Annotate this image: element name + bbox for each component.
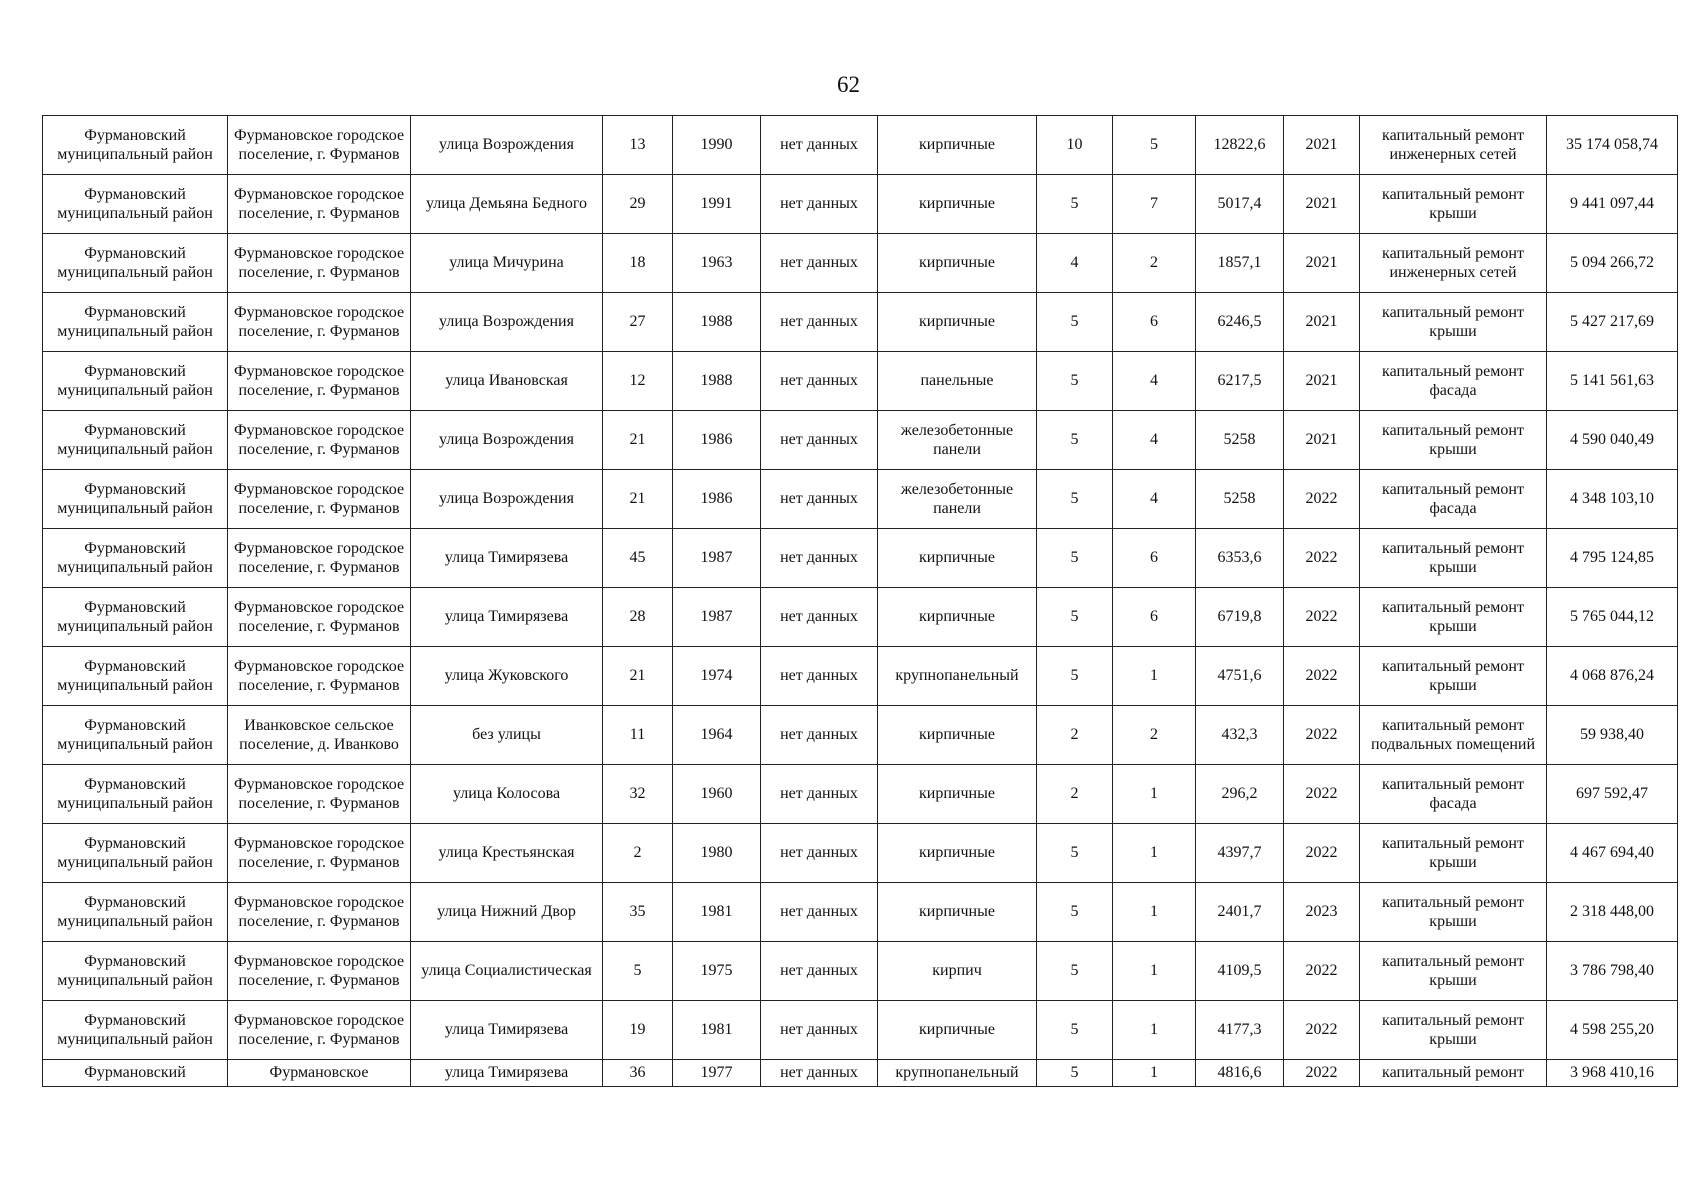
plan-year-cell: 2023: [1284, 883, 1360, 942]
street-cell: улица Нижний Двор: [411, 883, 603, 942]
floors-cell: 5: [1037, 883, 1113, 942]
floors-cell: 5: [1037, 1060, 1113, 1087]
table-row: [43, 588, 1678, 647]
work-type-cell: капитальный ремонт фасада: [1360, 470, 1547, 529]
street-cell: улица Тимирязева: [411, 529, 603, 588]
plan-year-cell: 2022: [1284, 706, 1360, 765]
status-cell: нет данных: [761, 529, 878, 588]
status-cell: нет данных: [761, 352, 878, 411]
build-year-cell: 1975: [673, 942, 761, 1001]
wall-material-cell: крупнопанельный: [878, 647, 1037, 706]
cost-cell: 5 141 561,63: [1547, 352, 1678, 411]
wall-material-cell: кирпичные: [878, 883, 1037, 942]
district-cell: Фурмановский муниципальный район: [43, 588, 228, 647]
wall-material-cell: крупнопанельный: [878, 1060, 1037, 1087]
work-type-cell: капитальный ремонт фасада: [1360, 352, 1547, 411]
area-cell: 5017,4: [1196, 175, 1284, 234]
area-cell: 4751,6: [1196, 647, 1284, 706]
district-cell: Фурмановский муниципальный район: [43, 706, 228, 765]
entrances-cell: 1: [1113, 883, 1196, 942]
area-cell: 1857,1: [1196, 234, 1284, 293]
plan-year-cell: 2022: [1284, 588, 1360, 647]
build-year-cell: 1981: [673, 1001, 761, 1060]
settlement-cell: Иванковское сельское поселение, д. Иванково: [228, 706, 411, 765]
build-year-cell: 1987: [673, 529, 761, 588]
status-cell: нет данных: [761, 942, 878, 1001]
table-row: [43, 411, 1678, 470]
build-year-cell: 1991: [673, 175, 761, 234]
floors-cell: 10: [1037, 116, 1113, 175]
street-cell: улица Возрождения: [411, 293, 603, 352]
cost-cell: 5 427 217,69: [1547, 293, 1678, 352]
wall-material-cell: кирпичные: [878, 234, 1037, 293]
district-cell: Фурмановский муниципальный район: [43, 883, 228, 942]
floors-cell: 5: [1037, 470, 1113, 529]
status-cell: нет данных: [761, 116, 878, 175]
table-row: [43, 706, 1678, 765]
plan-year-cell: 2022: [1284, 470, 1360, 529]
plan-year-cell: 2022: [1284, 765, 1360, 824]
area-cell: 4816,6: [1196, 1060, 1284, 1087]
cost-cell: 9 441 097,44: [1547, 175, 1678, 234]
street-cell: улица Тимирязева: [411, 1060, 603, 1087]
work-type-cell: капитальный ремонт крыши: [1360, 824, 1547, 883]
build-year-cell: 1960: [673, 765, 761, 824]
cost-cell: 2 318 448,00: [1547, 883, 1678, 942]
wall-material-cell: кирпич: [878, 942, 1037, 1001]
district-cell: Фурмановский муниципальный район: [43, 824, 228, 883]
house-number-cell: 27: [603, 293, 673, 352]
floors-cell: 5: [1037, 824, 1113, 883]
build-year-cell: 1981: [673, 883, 761, 942]
floors-cell: 5: [1037, 529, 1113, 588]
entrances-cell: 7: [1113, 175, 1196, 234]
cost-cell: 4 598 255,20: [1547, 1001, 1678, 1060]
work-type-cell: капитальный ремонт подвальных помещений: [1360, 706, 1547, 765]
build-year-cell: 1990: [673, 116, 761, 175]
build-year-cell: 1986: [673, 470, 761, 529]
build-year-cell: 1987: [673, 588, 761, 647]
district-cell: Фурмановский муниципальный район: [43, 352, 228, 411]
settlement-cell: Фурмановское городское поселение, г. Фурманов: [228, 647, 411, 706]
area-cell: 4397,7: [1196, 824, 1284, 883]
table-body: [43, 116, 1678, 1087]
floors-cell: 4: [1037, 234, 1113, 293]
settlement-cell: Фурмановское городское поселение, г. Фурманов: [228, 588, 411, 647]
entrances-cell: 4: [1113, 470, 1196, 529]
street-cell: улица Крестьянская: [411, 824, 603, 883]
settlement-cell: Фурмановское городское поселение, г. Фурманов: [228, 293, 411, 352]
area-cell: 2401,7: [1196, 883, 1284, 942]
floors-cell: 5: [1037, 588, 1113, 647]
floors-cell: 5: [1037, 352, 1113, 411]
table-row: [43, 234, 1678, 293]
work-type-cell: капитальный ремонт инженерных сетей: [1360, 234, 1547, 293]
cost-cell: 5 765 044,12: [1547, 588, 1678, 647]
cost-cell: 4 795 124,85: [1547, 529, 1678, 588]
status-cell: нет данных: [761, 175, 878, 234]
district-cell: Фурмановский муниципальный район: [43, 175, 228, 234]
house-number-cell: 12: [603, 352, 673, 411]
floors-cell: 5: [1037, 647, 1113, 706]
cost-cell: 4 068 876,24: [1547, 647, 1678, 706]
settlement-cell: Фурмановское: [228, 1060, 411, 1087]
entrances-cell: 1: [1113, 824, 1196, 883]
entrances-cell: 6: [1113, 588, 1196, 647]
settlement-cell: Фурмановское городское поселение, г. Фурманов: [228, 470, 411, 529]
house-number-cell: 19: [603, 1001, 673, 1060]
wall-material-cell: кирпичные: [878, 588, 1037, 647]
floors-cell: 2: [1037, 765, 1113, 824]
area-cell: 6353,6: [1196, 529, 1284, 588]
house-number-cell: 36: [603, 1060, 673, 1087]
entrances-cell: 2: [1113, 706, 1196, 765]
area-cell: 4109,5: [1196, 942, 1284, 1001]
street-cell: улица Ивановская: [411, 352, 603, 411]
wall-material-cell: кирпичные: [878, 706, 1037, 765]
settlement-cell: Фурмановское городское поселение, г. Фурманов: [228, 765, 411, 824]
entrances-cell: 4: [1113, 411, 1196, 470]
wall-material-cell: кирпичные: [878, 293, 1037, 352]
area-cell: 12822,6: [1196, 116, 1284, 175]
street-cell: улица Возрождения: [411, 116, 603, 175]
plan-year-cell: 2021: [1284, 411, 1360, 470]
build-year-cell: 1988: [673, 352, 761, 411]
plan-year-cell: 2021: [1284, 116, 1360, 175]
wall-material-cell: железобетонные панели: [878, 470, 1037, 529]
floors-cell: 5: [1037, 942, 1113, 1001]
district-cell: Фурмановский муниципальный район: [43, 942, 228, 1001]
wall-material-cell: панельные: [878, 352, 1037, 411]
plan-year-cell: 2022: [1284, 647, 1360, 706]
status-cell: нет данных: [761, 1001, 878, 1060]
status-cell: нет данных: [761, 883, 878, 942]
settlement-cell: Фурмановское городское поселение, г. Фурманов: [228, 352, 411, 411]
entrances-cell: 1: [1113, 942, 1196, 1001]
build-year-cell: 1974: [673, 647, 761, 706]
plan-year-cell: 2022: [1284, 1001, 1360, 1060]
settlement-cell: Фурмановское городское поселение, г. Фурманов: [228, 942, 411, 1001]
work-type-cell: капитальный ремонт крыши: [1360, 293, 1547, 352]
table-row: [43, 765, 1678, 824]
table-row: [43, 529, 1678, 588]
area-cell: 4177,3: [1196, 1001, 1284, 1060]
table-row: [43, 942, 1678, 1001]
settlement-cell: Фурмановское городское поселение, г. Фурманов: [228, 234, 411, 293]
status-cell: нет данных: [761, 647, 878, 706]
house-number-cell: 2: [603, 824, 673, 883]
entrances-cell: 5: [1113, 116, 1196, 175]
district-cell: Фурмановский муниципальный район: [43, 647, 228, 706]
area-cell: 6719,8: [1196, 588, 1284, 647]
plan-year-cell: 2022: [1284, 942, 1360, 1001]
table-row: [43, 470, 1678, 529]
wall-material-cell: кирпичные: [878, 1001, 1037, 1060]
street-cell: улица Тимирязева: [411, 1001, 603, 1060]
street-cell: улица Демьяна Бедного: [411, 175, 603, 234]
wall-material-cell: железобетонные панели: [878, 411, 1037, 470]
house-number-cell: 5: [603, 942, 673, 1001]
table-row: [43, 1001, 1678, 1060]
cost-cell: 697 592,47: [1547, 765, 1678, 824]
street-cell: без улицы: [411, 706, 603, 765]
area-cell: 6217,5: [1196, 352, 1284, 411]
settlement-cell: Фурмановское городское поселение, г. Фурманов: [228, 529, 411, 588]
plan-year-cell: 2021: [1284, 352, 1360, 411]
table-row: [43, 175, 1678, 234]
build-year-cell: 1980: [673, 824, 761, 883]
floors-cell: 5: [1037, 175, 1113, 234]
district-cell: Фурмановский муниципальный район: [43, 1001, 228, 1060]
district-cell: Фурмановский муниципальный район: [43, 293, 228, 352]
plan-year-cell: 2021: [1284, 293, 1360, 352]
street-cell: улица Тимирязева: [411, 588, 603, 647]
entrances-cell: 1: [1113, 647, 1196, 706]
settlement-cell: Фурмановское городское поселение, г. Фурманов: [228, 824, 411, 883]
house-number-cell: 13: [603, 116, 673, 175]
build-year-cell: 1986: [673, 411, 761, 470]
district-cell: Фурмановский муниципальный район: [43, 470, 228, 529]
house-number-cell: 45: [603, 529, 673, 588]
work-type-cell: капитальный ремонт крыши: [1360, 588, 1547, 647]
build-year-cell: 1964: [673, 706, 761, 765]
floors-cell: 5: [1037, 293, 1113, 352]
wall-material-cell: кирпичные: [878, 824, 1037, 883]
house-number-cell: 28: [603, 588, 673, 647]
street-cell: улица Возрождения: [411, 470, 603, 529]
house-number-cell: 11: [603, 706, 673, 765]
entrances-cell: 2: [1113, 234, 1196, 293]
house-number-cell: 21: [603, 647, 673, 706]
settlement-cell: Фурмановское городское поселение, г. Фурманов: [228, 411, 411, 470]
table-row: [43, 352, 1678, 411]
table-row: [43, 116, 1678, 175]
build-year-cell: 1963: [673, 234, 761, 293]
wall-material-cell: кирпичные: [878, 116, 1037, 175]
status-cell: нет данных: [761, 706, 878, 765]
street-cell: улица Социалистическая: [411, 942, 603, 1001]
work-type-cell: капитальный ремонт крыши: [1360, 529, 1547, 588]
plan-year-cell: 2022: [1284, 1060, 1360, 1087]
work-type-cell: капитальный ремонт: [1360, 1060, 1547, 1087]
work-type-cell: капитальный ремонт фасада: [1360, 765, 1547, 824]
house-number-cell: 21: [603, 411, 673, 470]
table-row: [43, 883, 1678, 942]
district-cell: Фурмановский муниципальный район: [43, 529, 228, 588]
build-year-cell: 1977: [673, 1060, 761, 1087]
floors-cell: 5: [1037, 411, 1113, 470]
entrances-cell: 4: [1113, 352, 1196, 411]
house-number-cell: 32: [603, 765, 673, 824]
plan-year-cell: 2021: [1284, 175, 1360, 234]
area-cell: 432,3: [1196, 706, 1284, 765]
cost-cell: 3 968 410,16: [1547, 1060, 1678, 1087]
status-cell: нет данных: [761, 470, 878, 529]
status-cell: нет данных: [761, 588, 878, 647]
entrances-cell: 1: [1113, 765, 1196, 824]
cost-cell: 35 174 058,74: [1547, 116, 1678, 175]
house-number-cell: 29: [603, 175, 673, 234]
wall-material-cell: кирпичные: [878, 529, 1037, 588]
status-cell: нет данных: [761, 293, 878, 352]
cost-cell: 4 590 040,49: [1547, 411, 1678, 470]
street-cell: улица Колосова: [411, 765, 603, 824]
settlement-cell: Фурмановское городское поселение, г. Фурманов: [228, 883, 411, 942]
status-cell: нет данных: [761, 824, 878, 883]
table-row: [43, 1060, 1678, 1087]
district-cell: Фурмановский муниципальный район: [43, 765, 228, 824]
entrances-cell: 6: [1113, 529, 1196, 588]
plan-year-cell: 2022: [1284, 824, 1360, 883]
cost-cell: 3 786 798,40: [1547, 942, 1678, 1001]
work-type-cell: капитальный ремонт крыши: [1360, 175, 1547, 234]
work-type-cell: капитальный ремонт крыши: [1360, 411, 1547, 470]
work-type-cell: капитальный ремонт крыши: [1360, 883, 1547, 942]
street-cell: улица Возрождения: [411, 411, 603, 470]
district-cell: Фурмановский: [43, 1060, 228, 1087]
plan-year-cell: 2021: [1284, 234, 1360, 293]
work-type-cell: капитальный ремонт крыши: [1360, 1001, 1547, 1060]
entrances-cell: 1: [1113, 1060, 1196, 1087]
district-cell: Фурмановский муниципальный район: [43, 234, 228, 293]
floors-cell: 5: [1037, 1001, 1113, 1060]
wall-material-cell: кирпичные: [878, 765, 1037, 824]
table-row: [43, 824, 1678, 883]
cost-cell: 59 938,40: [1547, 706, 1678, 765]
floors-cell: 2: [1037, 706, 1113, 765]
work-type-cell: капитальный ремонт инженерных сетей: [1360, 116, 1547, 175]
district-cell: Фурмановский муниципальный район: [43, 411, 228, 470]
area-cell: 5258: [1196, 470, 1284, 529]
area-cell: 5258: [1196, 411, 1284, 470]
settlement-cell: Фурмановское городское поселение, г. Фурманов: [228, 116, 411, 175]
status-cell: нет данных: [761, 1060, 878, 1087]
cost-cell: 5 094 266,72: [1547, 234, 1678, 293]
entrances-cell: 6: [1113, 293, 1196, 352]
cost-cell: 4 348 103,10: [1547, 470, 1678, 529]
wall-material-cell: кирпичные: [878, 175, 1037, 234]
status-cell: нет данных: [761, 765, 878, 824]
plan-year-cell: 2022: [1284, 529, 1360, 588]
status-cell: нет данных: [761, 411, 878, 470]
cost-cell: 4 467 694,40: [1547, 824, 1678, 883]
area-cell: 6246,5: [1196, 293, 1284, 352]
table-row: [43, 293, 1678, 352]
status-cell: нет данных: [761, 234, 878, 293]
street-cell: улица Мичурина: [411, 234, 603, 293]
street-cell: улица Жуковского: [411, 647, 603, 706]
housing-repair-table: [42, 115, 1678, 1087]
build-year-cell: 1988: [673, 293, 761, 352]
house-number-cell: 35: [603, 883, 673, 942]
house-number-cell: 21: [603, 470, 673, 529]
house-number-cell: 18: [603, 234, 673, 293]
entrances-cell: 1: [1113, 1001, 1196, 1060]
work-type-cell: капитальный ремонт крыши: [1360, 647, 1547, 706]
page-number: 62: [837, 72, 860, 97]
area-cell: 296,2: [1196, 765, 1284, 824]
work-type-cell: капитальный ремонт крыши: [1360, 942, 1547, 1001]
district-cell: Фурмановский муниципальный район: [43, 116, 228, 175]
settlement-cell: Фурмановское городское поселение, г. Фурманов: [228, 175, 411, 234]
table-row: [43, 647, 1678, 706]
settlement-cell: Фурмановское городское поселение, г. Фурманов: [228, 1001, 411, 1060]
